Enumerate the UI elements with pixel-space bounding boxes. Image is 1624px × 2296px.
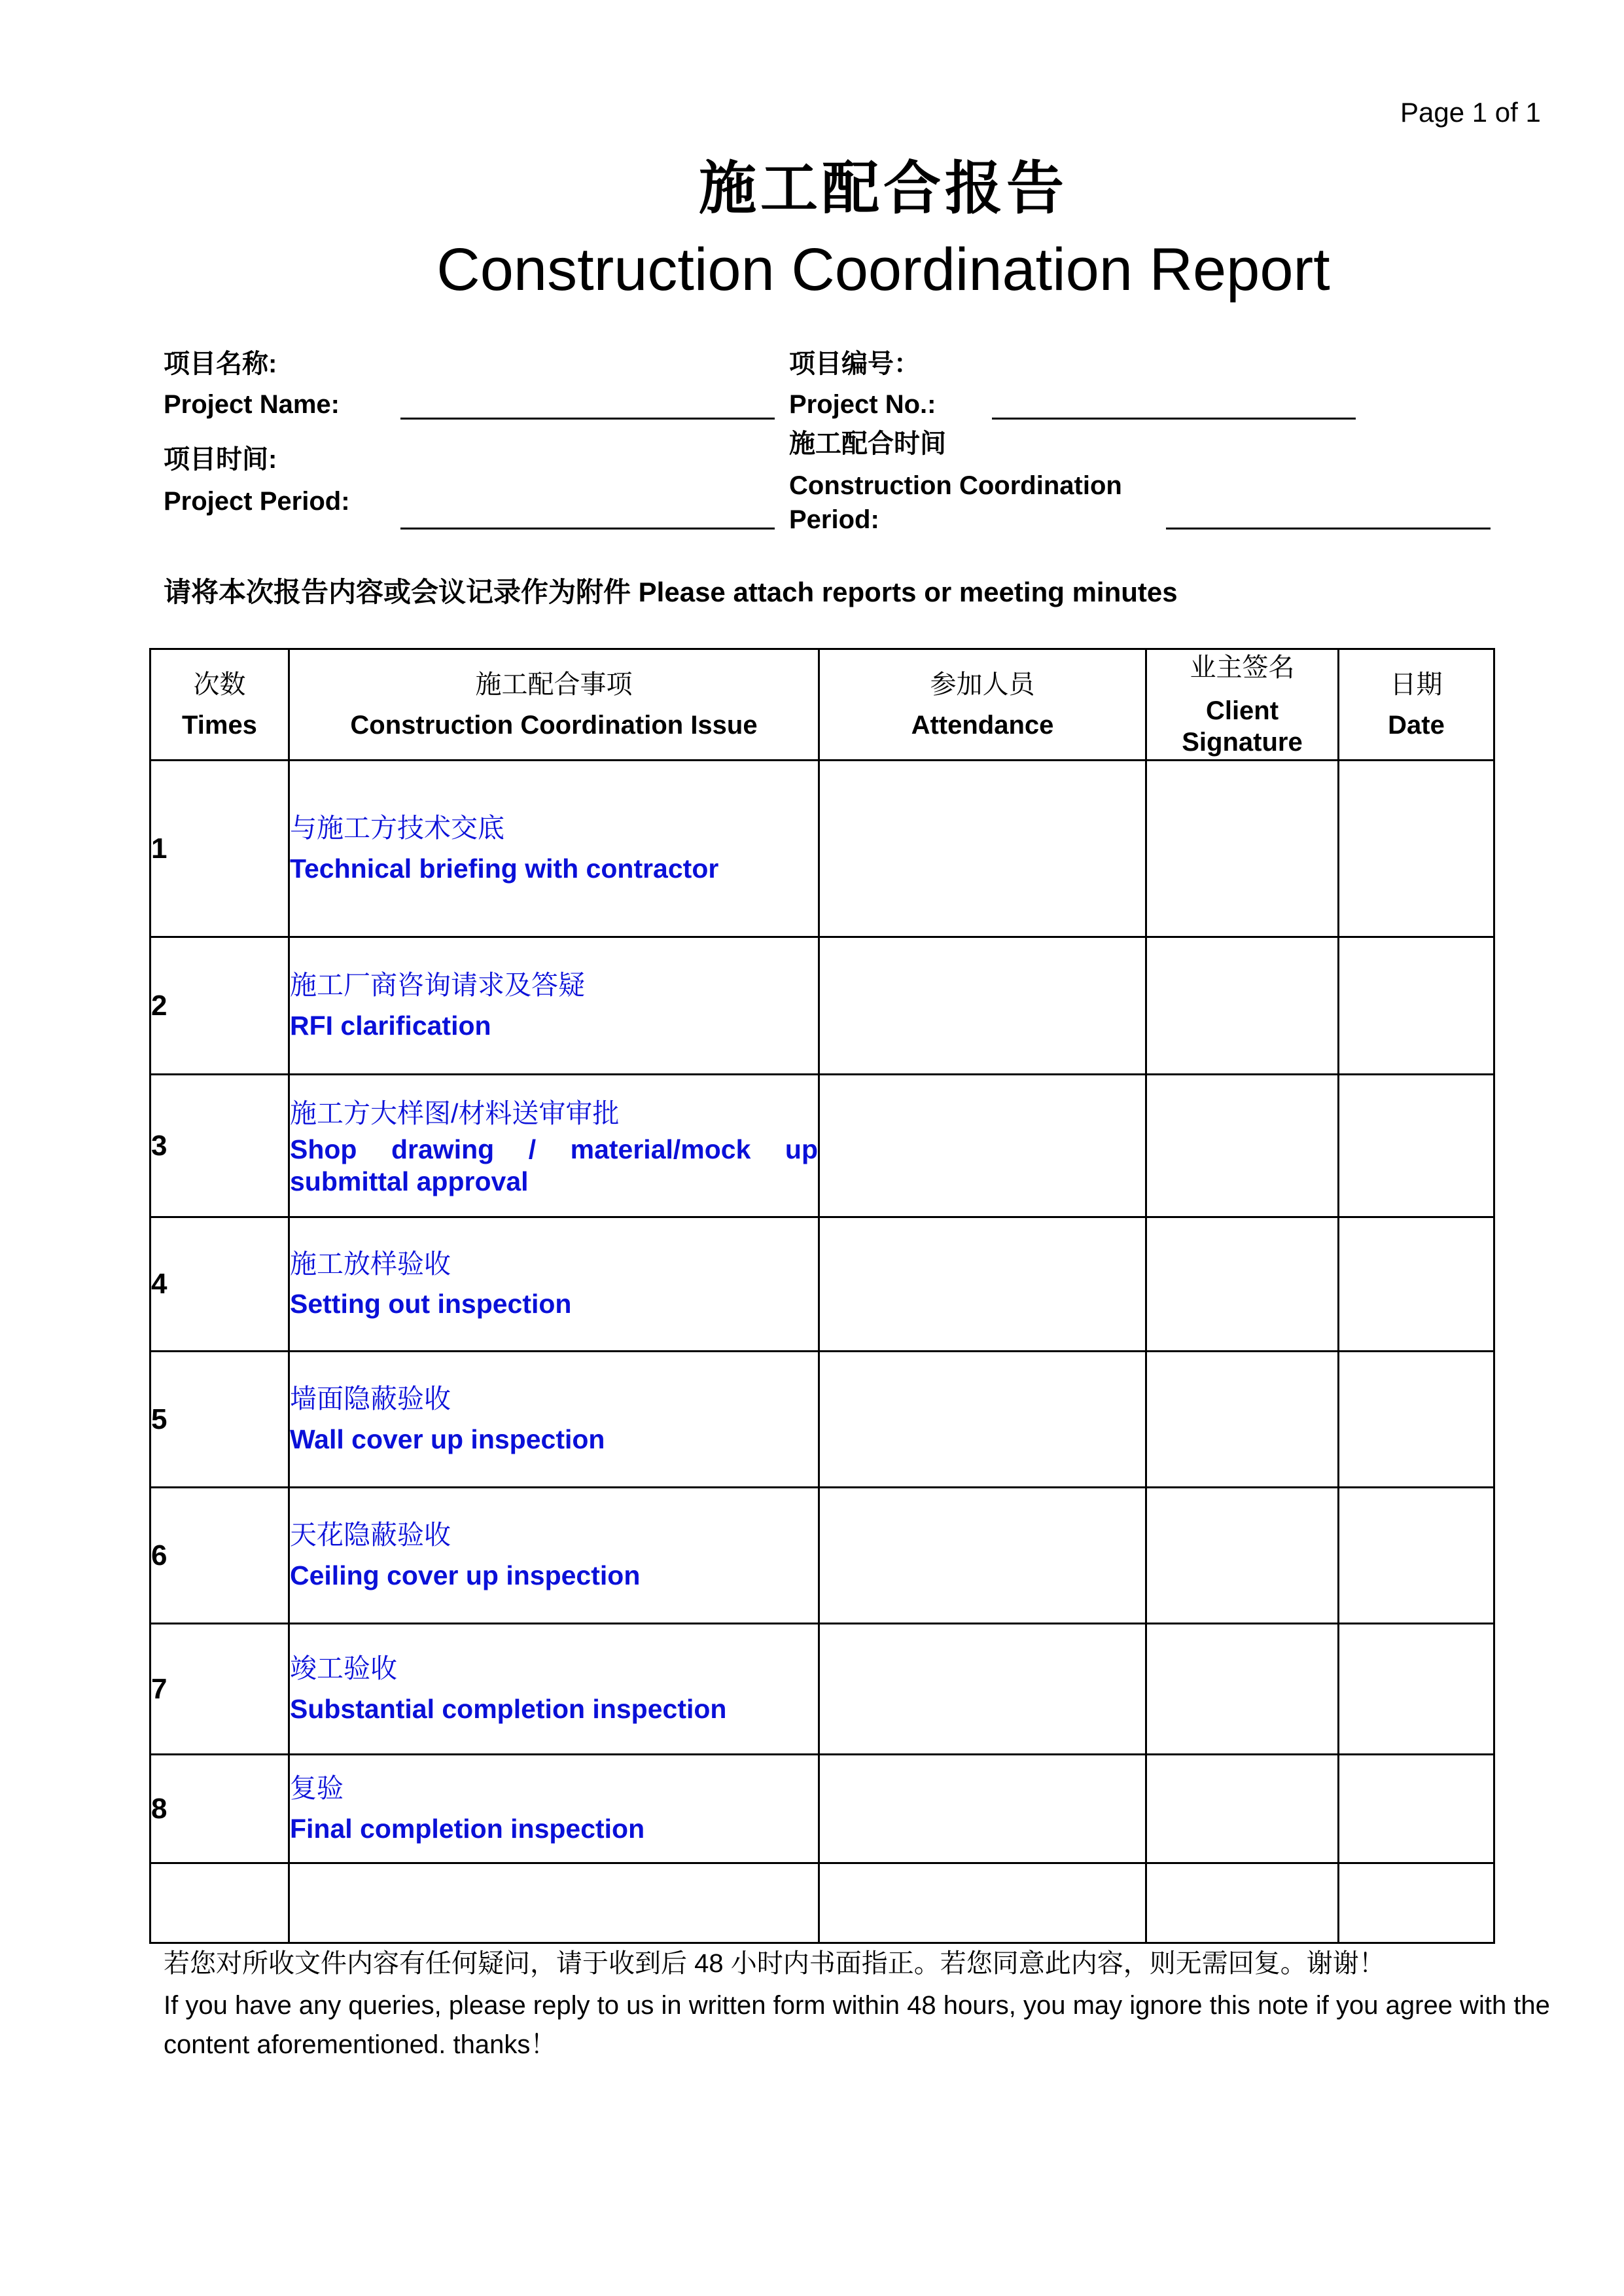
issue-cell xyxy=(289,1755,819,1863)
coordination-period-field[interactable] xyxy=(1166,528,1491,529)
row-number: 2 xyxy=(150,937,289,1075)
header-issue xyxy=(289,649,819,761)
date-cell[interactable] xyxy=(1339,761,1494,937)
issue-cell xyxy=(289,761,819,937)
table-row xyxy=(150,1488,1494,1624)
header-times-en: Times xyxy=(182,710,257,740)
issue-cn: 与施工方技术交底 xyxy=(290,813,504,843)
client-signature-cell[interactable] xyxy=(1146,1352,1339,1488)
attach-instruction: 请将本次报告内容或会议记录作为附件 Please attach reports or meeting minutes xyxy=(164,577,1178,607)
issue-cn: 施工方大样图/材料送审审批 xyxy=(290,1098,620,1128)
issue-cn: 施工放样验收 xyxy=(290,1248,451,1279)
project-period-label-cn: 项目时间: xyxy=(164,445,277,474)
footer-note-en: If you have any queries, please reply to us in written form within 48 hours, you may ignore this note if you agree with the content aforementioned. thanks！ xyxy=(164,1991,1550,2059)
issue-cn: 施工厂商咨询请求及答疑 xyxy=(290,970,585,1000)
header-attendance-cn: 参加人员 xyxy=(930,670,1035,699)
client-signature-cell[interactable] xyxy=(1146,1755,1339,1863)
date-cell[interactable] xyxy=(1339,1352,1494,1488)
attendance-cell[interactable] xyxy=(819,1624,1146,1755)
table-row-empty xyxy=(150,1863,1494,1943)
attendance-cell[interactable] xyxy=(819,937,1146,1075)
date-cell[interactable] xyxy=(1339,1488,1494,1624)
issue-cell-empty[interactable] xyxy=(289,1863,819,1943)
coordination-period-label-cn: 施工配合时间 xyxy=(789,429,946,458)
footer-note-cn: 若您对所收文件内容有任何疑问，请于收到后 48 小时内书面指正。若您同意此内容，则无需回复。谢谢！ xyxy=(164,1949,1385,1978)
issue-en: Wall cover up inspection xyxy=(290,1424,605,1454)
issue-cell xyxy=(289,1075,819,1217)
title-english: Construction Coordination Report xyxy=(436,236,1330,303)
row-number: 1 xyxy=(150,761,289,937)
header-times-cn: 次数 xyxy=(193,670,246,699)
issue-cell xyxy=(289,1624,819,1755)
row-number: 5 xyxy=(150,1352,289,1488)
date-cell[interactable] xyxy=(1339,1075,1494,1217)
date-cell[interactable] xyxy=(1339,1624,1494,1755)
issue-cn: 竣工验收 xyxy=(290,1653,397,1683)
row-number: 7 xyxy=(150,1624,289,1755)
row-number: 3 xyxy=(150,1075,289,1217)
client-signature-cell[interactable] xyxy=(1146,1217,1339,1352)
issue-en: Setting out inspection xyxy=(290,1289,572,1319)
issue-cn: 复验 xyxy=(290,1773,344,1803)
issue-en: Final completion inspection xyxy=(290,1813,645,1844)
row-number: 6 xyxy=(150,1488,289,1624)
header-attendance xyxy=(819,649,1146,761)
table-row xyxy=(150,1755,1494,1863)
issue-en: Technical briefing with contractor xyxy=(290,853,719,884)
issue-cell xyxy=(289,1352,819,1488)
page-number: Page 1 of 1 xyxy=(1400,97,1541,128)
attendance-cell[interactable] xyxy=(819,1075,1146,1217)
client-signature-cell[interactable] xyxy=(1146,1075,1339,1217)
attendance-cell[interactable] xyxy=(819,1863,1146,1943)
issue-cell xyxy=(289,937,819,1075)
attendance-cell[interactable] xyxy=(819,1755,1146,1863)
attendance-cell[interactable] xyxy=(819,1217,1146,1352)
table-row xyxy=(150,1624,1494,1755)
date-cell[interactable] xyxy=(1339,1755,1494,1863)
client-signature-cell[interactable] xyxy=(1146,1624,1339,1755)
project-period-label-en: Project Period: xyxy=(164,487,350,516)
attendance-cell[interactable] xyxy=(819,761,1146,937)
issue-en: Substantial completion inspection xyxy=(290,1693,727,1724)
project-number-label-cn: 项目编号： xyxy=(789,350,920,378)
table-row xyxy=(150,1352,1494,1488)
project-period-field[interactable] xyxy=(400,528,775,529)
header-times xyxy=(150,649,289,761)
table-row xyxy=(150,937,1494,1075)
project-name-label-en: Project Name: xyxy=(164,390,340,419)
issue-cn: 天花隐蔽验收 xyxy=(290,1520,451,1550)
header-issue-en: Construction Coordination Issue xyxy=(350,710,758,740)
project-name-label-cn: 项目名称: xyxy=(164,350,277,378)
header-client-signature xyxy=(1146,649,1339,761)
header-client-signature-cn: 业主签名 xyxy=(1190,653,1295,682)
header-date-en: Date xyxy=(1388,710,1445,740)
date-cell[interactable] xyxy=(1339,1217,1494,1352)
project-name-field[interactable] xyxy=(400,418,775,420)
coordination-period-label-en: Construction Coordination Period: xyxy=(789,471,1122,534)
client-signature-cell[interactable] xyxy=(1146,1863,1339,1943)
header-client-signature-en: Client Signature xyxy=(1182,696,1303,757)
table-row xyxy=(150,1075,1494,1217)
client-signature-cell[interactable] xyxy=(1146,1488,1339,1624)
row-number: 8 xyxy=(150,1755,289,1863)
header-row xyxy=(150,649,1494,761)
title-chinese: 施工配合报告 xyxy=(698,156,1068,221)
issue-cell xyxy=(289,1488,819,1624)
issue-cn: 墙面隐蔽验收 xyxy=(290,1384,451,1414)
issue-en: RFI clarification xyxy=(290,1010,491,1041)
header-attendance-en: Attendance xyxy=(911,710,1054,740)
attendance-cell[interactable] xyxy=(819,1352,1146,1488)
issue-cell xyxy=(289,1217,819,1352)
date-cell[interactable] xyxy=(1339,1863,1494,1943)
project-number-field[interactable] xyxy=(992,418,1356,420)
issue-en: Shop drawing / material/mock up submittal approval xyxy=(290,1134,818,1197)
project-number-label-en: Project No.: xyxy=(789,390,936,419)
row-number: 4 xyxy=(150,1217,289,1352)
header-date-cn: 日期 xyxy=(1390,670,1443,699)
attendance-cell[interactable] xyxy=(819,1488,1146,1624)
date-cell[interactable] xyxy=(1339,937,1494,1075)
table-row xyxy=(150,1217,1494,1352)
table-row xyxy=(150,761,1494,937)
client-signature-cell[interactable] xyxy=(1146,761,1339,937)
header-date xyxy=(1339,649,1494,761)
row-number-empty[interactable] xyxy=(150,1863,289,1943)
coordination-table xyxy=(149,648,1495,1944)
issue-en: Ceiling cover up inspection xyxy=(290,1560,641,1590)
header-issue-cn: 施工配合事项 xyxy=(475,670,633,699)
client-signature-cell[interactable] xyxy=(1146,937,1339,1075)
